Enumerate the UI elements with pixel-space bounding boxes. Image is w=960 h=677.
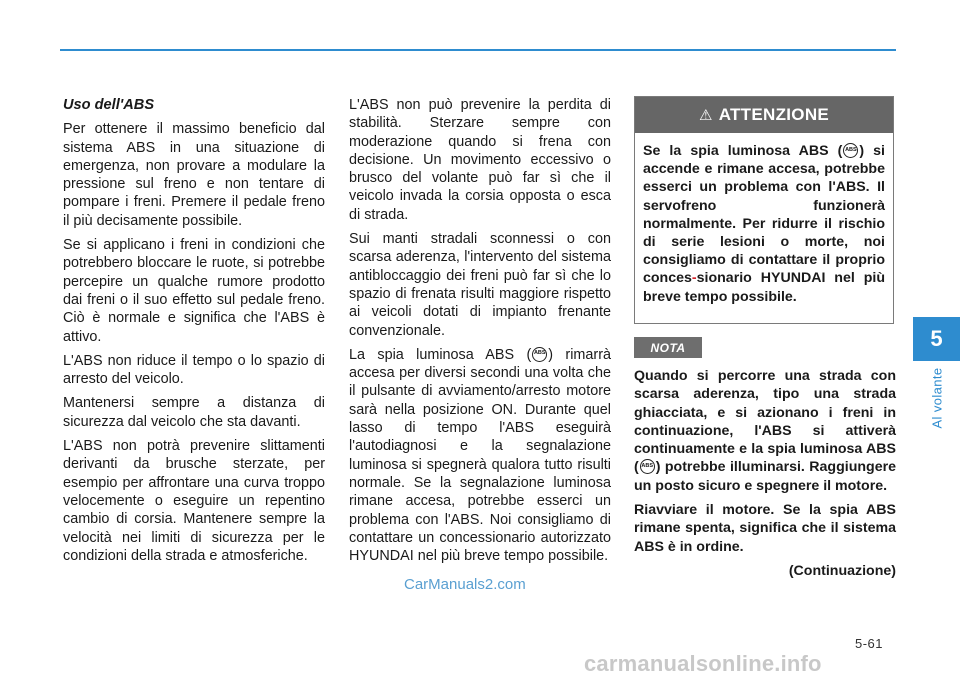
warning-box — [634, 96, 894, 324]
abs-warning-light-icon: ABS — [532, 347, 547, 362]
note-body — [634, 367, 896, 586]
column-2 — [349, 96, 611, 571]
warning-triangle-icon: ⚠ — [698, 107, 713, 124]
paragraph: Sui manti stradali sconnessi o con scarsa aderenza, l'intervento del sistema antibloccaggio dei freni può far sì che lo spazio di frenata risulti maggiore rispetto ai veicoli dotati di impianto frenante convenzionale. — [349, 231, 611, 339]
paragraph: Per ottenere il massimo beneficio dal sistema ABS in una situazione di emergenza, non provare a modulare la pressione sul freno e non tentare di pompare i freni. Premere il pedale freno il più decisamente possibile. — [63, 121, 325, 229]
header-rule — [60, 49, 896, 51]
note-badge: NOTA — [634, 337, 702, 358]
section-title: Uso dell'ABS — [63, 97, 155, 113]
warning-title: ATTENZIONE — [718, 105, 830, 124]
abs-warning-light-icon: ABS — [640, 459, 655, 474]
abs-warning-light-icon: ABS — [843, 143, 858, 158]
paragraph: Mantenersi sempre a distanza di sicurezza dal veicolo che sta davanti. — [63, 395, 325, 430]
warning-text: Se la spia luminosa ABS ( ABS ) si accende e rimane accesa, potrebbe esserci un problema con l'ABS. Il servofreno funzionerà normalmente. Per ridurre il rischio di serie lesioni o morte, noi consigliamo di contattare il proprio conces-sionario HYUNDAI nel più breve tempo possibile. — [643, 143, 886, 305]
watermark-top: CarManuals2.com — [404, 576, 526, 593]
warning-header — [635, 97, 893, 133]
paragraph: Se si applicano i freni in condizioni che potrebbero bloccare le ruote, si potrebbe percepire un qualche rumore prodotto dai freni o il suo effetto sul pedale freno. Ciò è normale e significa che l'ABS è attivo. — [63, 237, 325, 345]
continuation-label: (Continuazione) — [788, 562, 896, 579]
paragraph: Riavviare il motore. Se la spia ABS rimane spenta, significa che il sistema ABS è in ordine. — [634, 502, 896, 555]
chapter-tab: 5 — [913, 317, 960, 361]
watermark-bottom: carmanualsonline.info — [584, 651, 822, 676]
paragraph: Quando si percorre una strada con scarsa aderenza, tipo una strada ghiacciata, e si azionano i freni in continuazione, l'ABS si attiverà continuamente e la spia luminosa ABS ( ABS ) potrebbe illuminarsi. Raggiungere un posto sicuro e spegnere il motore. — [634, 368, 896, 494]
paragraph: La spia luminosa ABS ( ABS ) rimarrà accesa per diversi secondi una volta che il pulsante di avviamento/arresto motore sarà nella posizione ON. Durante quel lasso di tempo l'ABS eseguirà l'autodiagnosi e la segnalazione luminosa si spegnerà qualora tutto risulti normale. Se la segnalazione luminosa rimane accesa, potrebbe esserci un problema con l'ABS. Noi consigliamo di contattare un concessionario autorizzato HYUNDAI nel più breve tempo possibile. — [349, 346, 611, 565]
paragraph: L'ABS non riduce il tempo o lo spazio di arresto del veicolo. — [63, 352, 325, 388]
chapter-title: Al volante — [929, 367, 945, 429]
column-1 — [63, 96, 325, 571]
paragraph: L'ABS non potrà prevenire slittamenti derivanti da brusche sterzate, per esempio per affrontare una curva troppo velocemente o eseguire un repentino cambio di corsia. Mantenere sempre la velocità nei limiti di sicurezza per le condizioni della strada e atmosferiche. — [63, 438, 325, 564]
page-number: 5-61 — [855, 636, 884, 651]
paragraph: L'ABS non può prevenire la perdita di stabilità. Sterzare sempre con moderazione quando si frena con decisione. Un movimento eccessivo o brusco del volante può far sì che il veicolo invada la corsia opposta o esca di strada. — [349, 97, 611, 223]
